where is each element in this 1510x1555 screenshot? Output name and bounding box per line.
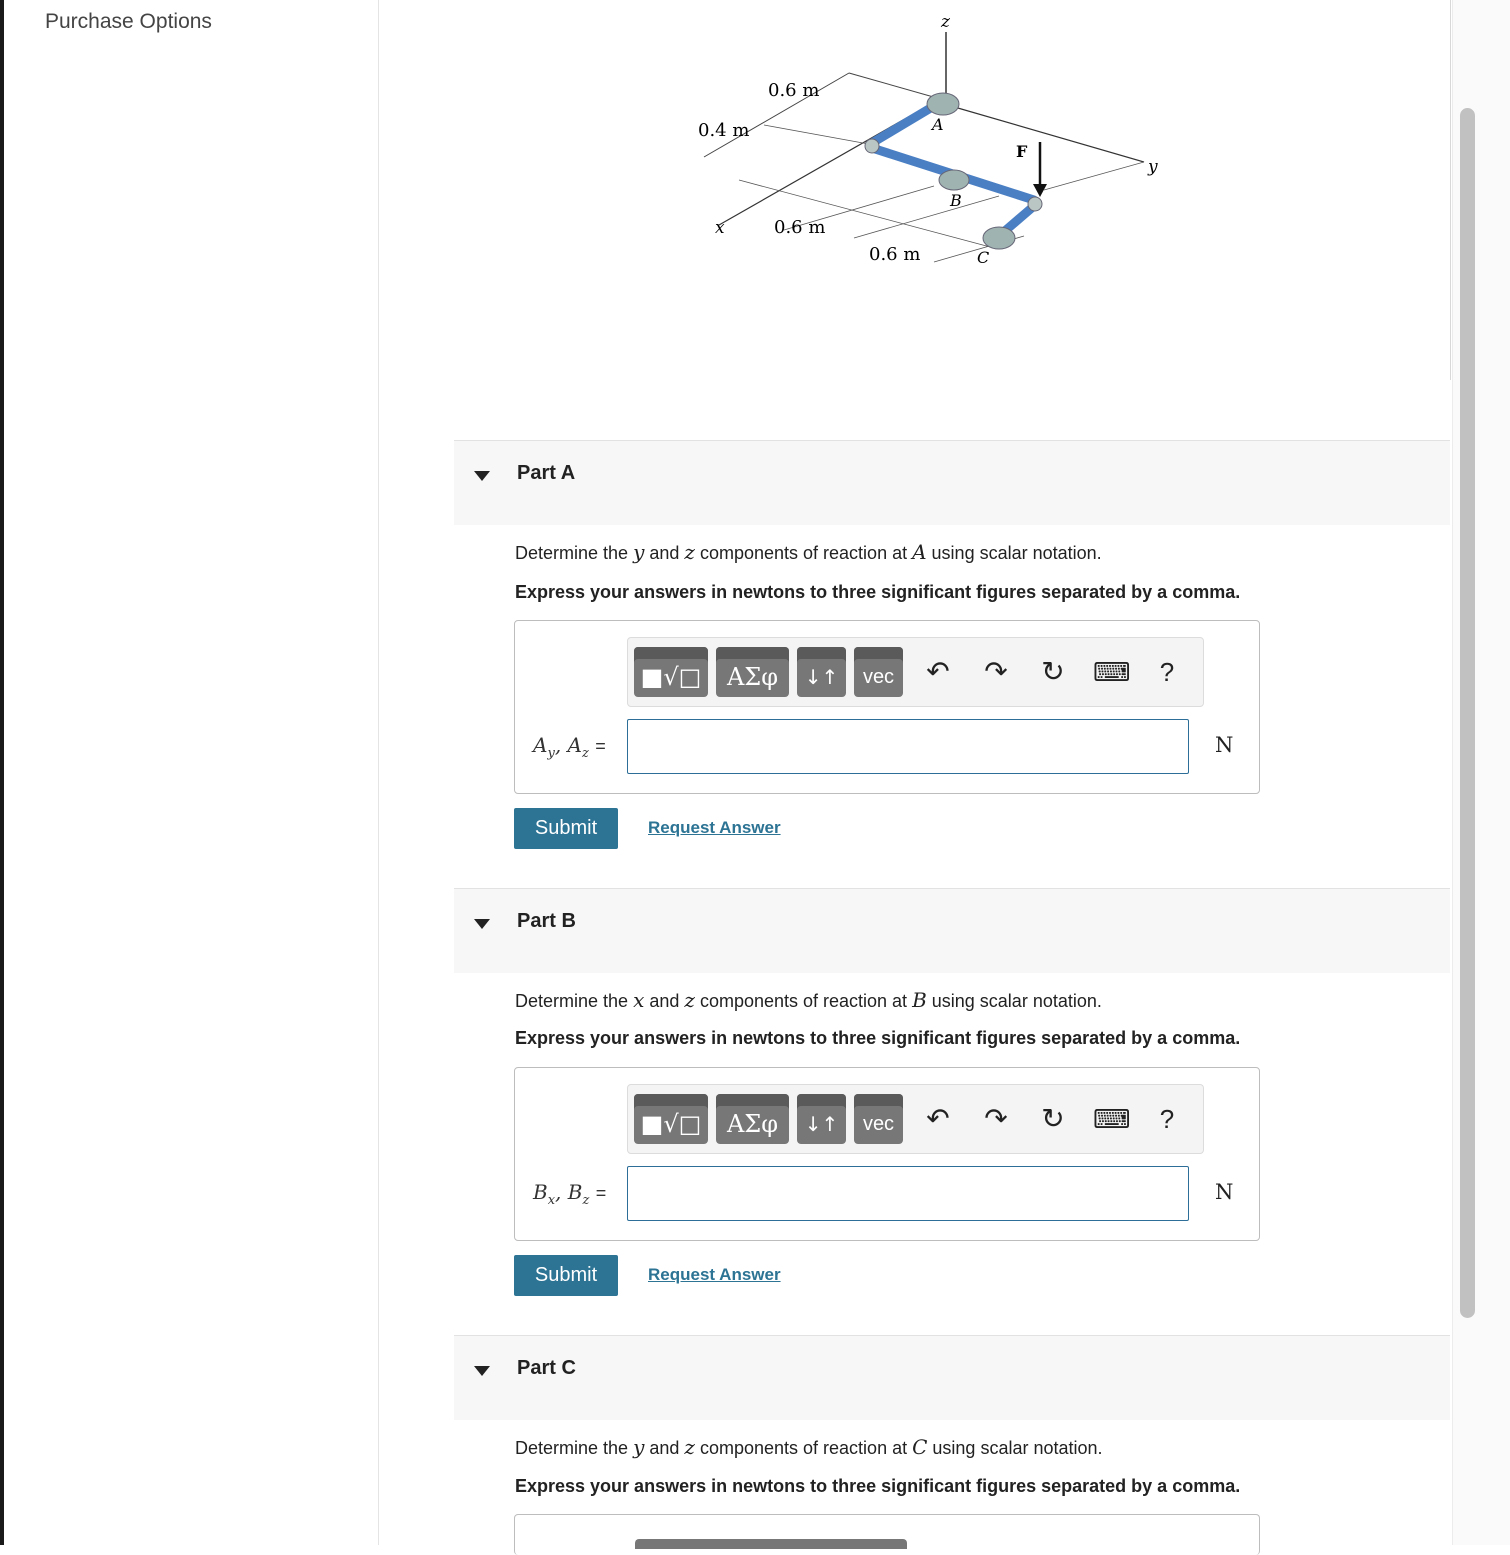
dim-bottom-label: 0.6 m [869, 244, 921, 265]
redo-icon[interactable]: ↷ [984, 1103, 1008, 1134]
bearing-c [983, 227, 1015, 249]
help-button[interactable]: ? [1159, 1104, 1175, 1134]
undo-icon[interactable]: ↶ [926, 656, 950, 687]
greek-button[interactable]: ΑΣφ [716, 647, 789, 697]
point-a-label: A [932, 115, 944, 134]
part-title: Part C [517, 1357, 576, 1379]
answer-box [514, 1067, 1260, 1241]
problem-figure [454, 0, 1451, 380]
collapse-caret-icon[interactable] [474, 1366, 490, 1376]
arrows-button[interactable]: ↓↑ [797, 1094, 846, 1144]
keyboard-icon[interactable]: ⌨ [1093, 657, 1131, 687]
question-text: Determine the x and z components of reaction at B using scalar notation. [515, 988, 1102, 1012]
point-c-label: C [977, 248, 990, 267]
shaft-diagram [454, 0, 1450, 380]
help-button[interactable]: ? [1159, 657, 1175, 687]
math-toolbar [627, 637, 1204, 707]
math-toolbar [627, 1084, 1204, 1154]
instruction-text: Express your answers in newtons to three significant figures separated by a comma. [515, 582, 1241, 602]
bearing-a [927, 93, 959, 115]
undo-icon[interactable]: ↶ [926, 1103, 950, 1134]
reset-icon[interactable]: ↻ [1041, 1103, 1065, 1134]
scrollbar-thumb[interactable] [1460, 108, 1475, 1318]
purchase-options-link[interactable]: Purchase Options [45, 10, 212, 33]
math-toolbar [635, 1539, 907, 1549]
question-text: Determine the y and z components of reaction at C using scalar notation. [515, 1435, 1103, 1459]
request-answer-link[interactable]: Request Answer [648, 818, 781, 837]
collapse-caret-icon[interactable] [474, 471, 490, 481]
axis-z-label: z [941, 12, 950, 32]
axis-y-label: y [1148, 157, 1158, 177]
instruction-text: Express your answers in newtons to three significant figures separated by a comma. [515, 1476, 1241, 1496]
answer-box [514, 620, 1260, 794]
sidebar [4, 0, 379, 1545]
answer-label: $B_x$, $B_z$ = [533, 1180, 607, 1208]
point-b-label: B [950, 191, 962, 210]
templates-button[interactable]: ■√□ [634, 1094, 708, 1144]
greek-button[interactable]: ΑΣφ [716, 1094, 789, 1144]
instruction-text: Express your answers in newtons to three significant figures separated by a comma. [515, 1028, 1241, 1048]
request-answer-link[interactable]: Request Answer [648, 1265, 781, 1284]
bearing-b [939, 170, 969, 190]
answer-input[interactable] [627, 1166, 1189, 1221]
dim-left-label: 0.4 m [698, 120, 750, 141]
keyboard-icon[interactable]: ⌨ [1093, 1104, 1131, 1134]
answer-input[interactable] [627, 719, 1189, 774]
unit-label: N [1215, 733, 1234, 757]
arrows-button[interactable]: ↓↑ [797, 647, 846, 697]
part-b-header[interactable] [454, 888, 1450, 973]
y-axis-line [944, 104, 1144, 162]
vec-button[interactable]: vec [854, 1094, 903, 1144]
collapse-caret-icon[interactable] [474, 919, 490, 929]
part-c-header[interactable] [454, 1335, 1450, 1420]
redo-icon[interactable]: ↷ [984, 656, 1008, 687]
reset-icon[interactable]: ↻ [1041, 656, 1065, 687]
axis-x-label: x [715, 218, 725, 238]
question-text: Determine the y and z components of reaction at A using scalar notation. [515, 540, 1102, 564]
answer-box [514, 1514, 1260, 1555]
dim-bottom-left-label: 0.6 m [774, 217, 826, 238]
submit-button[interactable]: Submit [514, 808, 618, 849]
part-a-header[interactable] [454, 440, 1450, 525]
templates-button[interactable]: ■√□ [634, 647, 708, 697]
answer-label: $A_y$, $A_z$ = [533, 733, 606, 761]
submit-button[interactable]: Submit [514, 1255, 618, 1296]
unit-label: N [1215, 1180, 1234, 1204]
vec-button[interactable]: vec [854, 647, 903, 697]
dim-top-label: 0.6 m [768, 80, 820, 101]
part-title: Part B [517, 910, 576, 932]
force-label: F [1016, 142, 1028, 161]
part-title: Part A [517, 462, 576, 484]
